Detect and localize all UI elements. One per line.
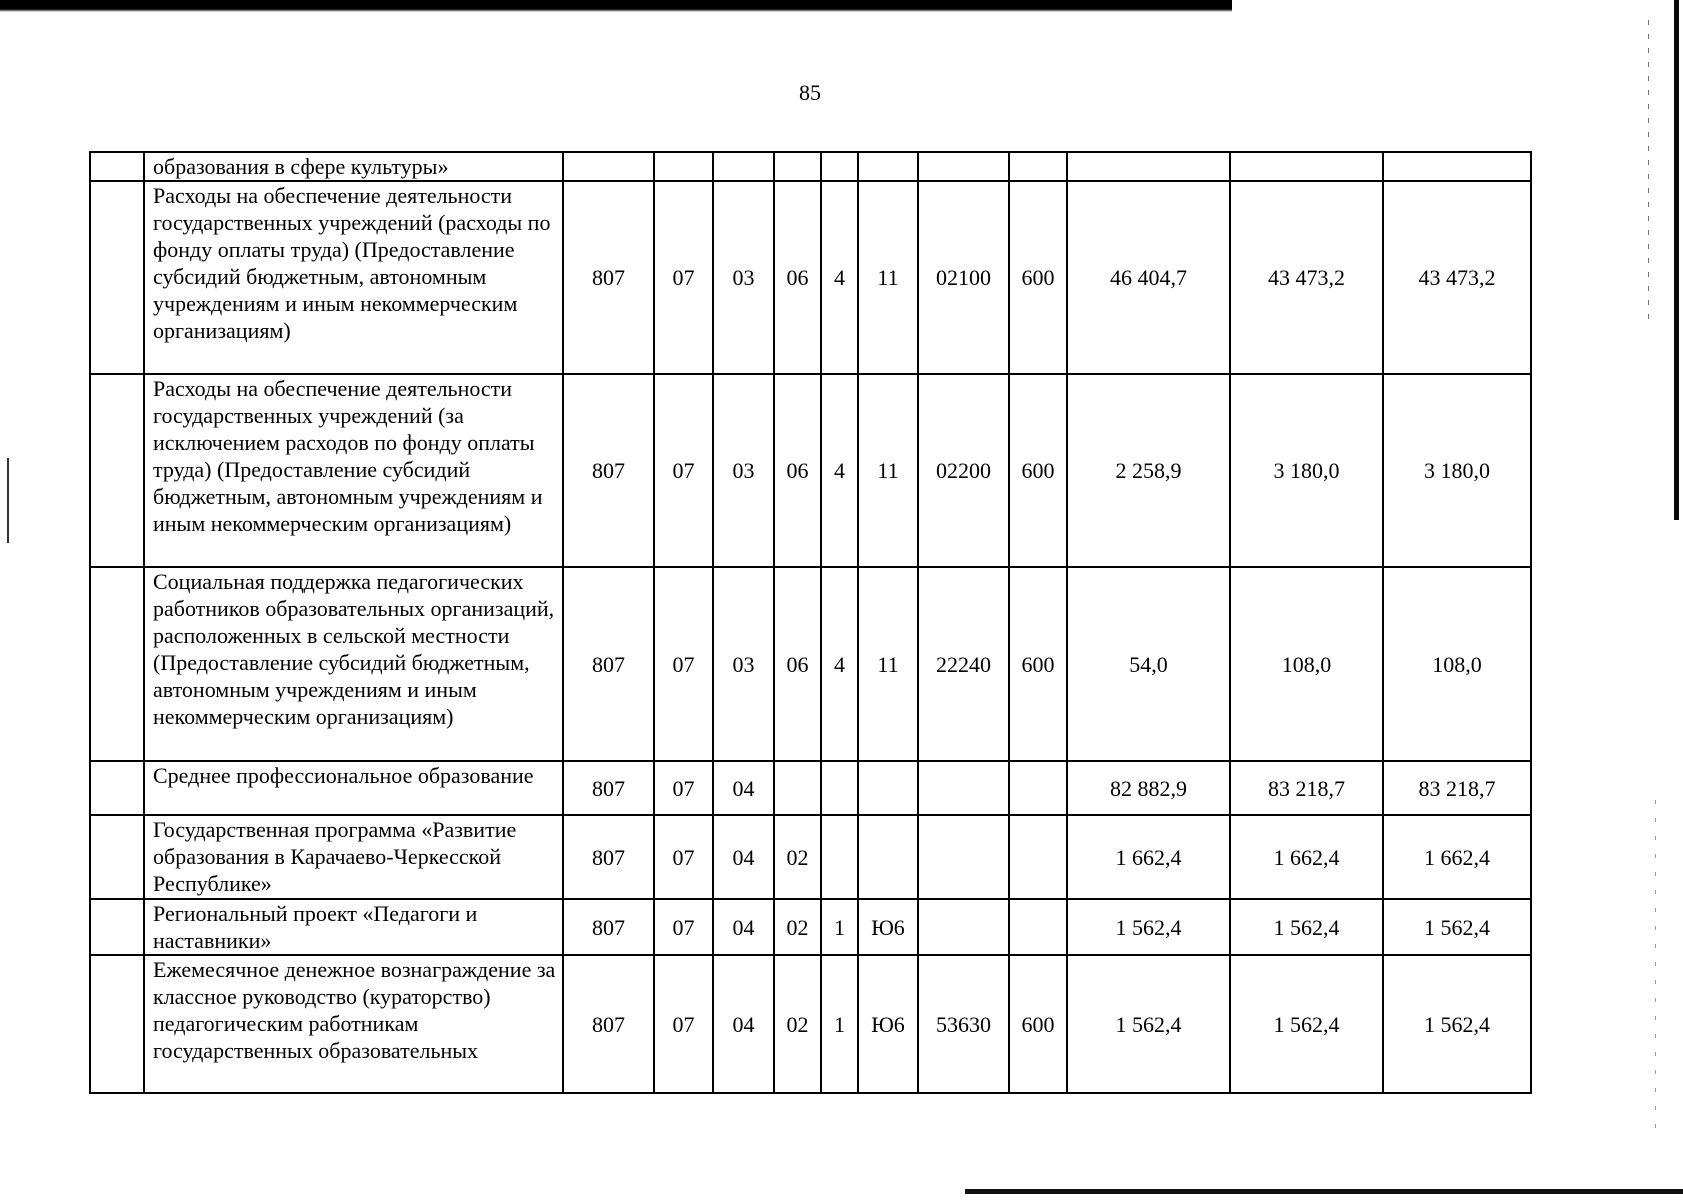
expense-type-cell — [1009, 815, 1067, 899]
sum-year1-cell: 1 562,4 — [1067, 955, 1230, 1093]
subsection-cell: 04 — [713, 899, 774, 955]
event-cell: Ю6 — [858, 899, 918, 955]
expense-type-cell: 600 — [1009, 374, 1067, 567]
expense-name-cell: Государственная программа «Развитие образования в Карачаево-Черкесской Республике» — [144, 815, 563, 899]
scan-border-bottom — [965, 1189, 1683, 1194]
sum-year1-cell: 46 404,7 — [1067, 181, 1230, 374]
table-row — [90, 567, 1531, 761]
row-number-cell — [90, 815, 144, 899]
direction-cell — [918, 152, 1009, 181]
sum-year2-cell: 1 662,4 — [1230, 815, 1383, 899]
program-cell — [774, 761, 821, 815]
sum-year2-cell: 3 180,0 — [1230, 374, 1383, 567]
section-cell: 07 — [654, 955, 713, 1093]
section-cell: 07 — [654, 374, 713, 567]
budget-table — [89, 151, 1532, 1094]
sum-year1-cell: 1 562,4 — [1067, 899, 1230, 955]
admin-code-cell: 807 — [563, 567, 654, 761]
sum-year2-cell: 1 562,4 — [1230, 955, 1383, 1093]
section-cell: 07 — [654, 815, 713, 899]
sum-year1-cell: 1 662,4 — [1067, 815, 1230, 899]
table-row — [90, 761, 1531, 815]
admin-code-cell: 807 — [563, 761, 654, 815]
row-number-cell — [90, 761, 144, 815]
admin-code-cell: 807 — [563, 815, 654, 899]
scan-border-top — [0, 0, 1232, 12]
direction-cell: 02100 — [918, 181, 1009, 374]
expense-type-cell: 600 — [1009, 955, 1067, 1093]
admin-code-cell: 807 — [563, 955, 654, 1093]
subsection-cell: 04 — [713, 761, 774, 815]
scan-edge-mark — [7, 458, 9, 543]
direction-cell — [918, 761, 1009, 815]
event-cell — [858, 761, 918, 815]
program-cell: 06 — [774, 181, 821, 374]
row-number-cell — [90, 567, 144, 761]
event-cell — [858, 152, 918, 181]
direction-cell — [918, 899, 1009, 955]
expense-type-cell: 600 — [1009, 567, 1067, 761]
subsection-cell: 03 — [713, 567, 774, 761]
sum-year2-cell: 43 473,2 — [1230, 181, 1383, 374]
program-cell — [774, 152, 821, 181]
subprogram-cell — [821, 152, 858, 181]
event-cell — [858, 815, 918, 899]
sum-year1-cell: 2 258,9 — [1067, 374, 1230, 567]
table-row — [90, 181, 1531, 374]
direction-cell: 22240 — [918, 567, 1009, 761]
section-cell — [654, 152, 713, 181]
sum-year2-cell: 108,0 — [1230, 567, 1383, 761]
subprogram-cell: 4 — [821, 567, 858, 761]
expense-type-cell — [1009, 899, 1067, 955]
expense-type-cell — [1009, 152, 1067, 181]
expense-name-cell: Расходы на обеспечение деятельности государственных учреждений (расходы по фонду оплаты труда) (Предоставление субсидий бюджетным, автономным учреждениям и иным некоммерческим организациям) — [144, 181, 563, 374]
direction-cell: 02200 — [918, 374, 1009, 567]
expense-type-cell — [1009, 761, 1067, 815]
sum-year1-cell: 82 882,9 — [1067, 761, 1230, 815]
subsection-cell: 04 — [713, 955, 774, 1093]
sum-year1-cell — [1067, 152, 1230, 181]
section-cell: 07 — [654, 567, 713, 761]
subsection-cell — [713, 152, 774, 181]
scan-edge-mark — [1674, 0, 1679, 520]
expense-name-cell: Расходы на обеспечение деятельности государственных учреждений (за исключением расходов по фонду оплаты труда) (Предоставление субсидий бюджетным, автономным учреждениям и иным некоммерческим организациям) — [144, 374, 563, 567]
section-cell: 07 — [654, 761, 713, 815]
sum-year3-cell: 108,0 — [1383, 567, 1531, 761]
expense-name-cell: Региональный проект «Педагоги и наставники» — [144, 899, 563, 955]
row-number-cell — [90, 152, 144, 181]
direction-cell — [918, 815, 1009, 899]
program-cell: 02 — [774, 899, 821, 955]
row-number-cell — [90, 955, 144, 1093]
program-cell: 06 — [774, 567, 821, 761]
admin-code-cell: 807 — [563, 181, 654, 374]
sum-year1-cell: 54,0 — [1067, 567, 1230, 761]
section-cell: 07 — [654, 899, 713, 955]
table-row — [90, 899, 1531, 955]
row-number-cell — [90, 899, 144, 955]
expense-name-cell: Ежемесячное денежное вознаграждение за классное руководство (кураторство) педагогическим работникам государственных образовательных — [144, 955, 563, 1093]
sum-year3-cell — [1383, 152, 1531, 181]
sum-year2-cell: 83 218,7 — [1230, 761, 1383, 815]
event-cell: 11 — [858, 374, 918, 567]
row-number-cell — [90, 181, 144, 374]
subsection-cell: 03 — [713, 181, 774, 374]
admin-code-cell — [563, 152, 654, 181]
expense-name-cell: Среднее профессиональное образование — [144, 761, 563, 815]
program-cell: 06 — [774, 374, 821, 567]
program-cell: 02 — [774, 815, 821, 899]
subprogram-cell: 1 — [821, 955, 858, 1093]
admin-code-cell: 807 — [563, 899, 654, 955]
event-cell: 11 — [858, 181, 918, 374]
sum-year3-cell: 1 562,4 — [1383, 899, 1531, 955]
subprogram-cell: 4 — [821, 374, 858, 567]
sum-year3-cell: 43 473,2 — [1383, 181, 1531, 374]
program-cell: 02 — [774, 955, 821, 1093]
subprogram-cell: 1 — [821, 899, 858, 955]
sum-year2-cell: 1 562,4 — [1230, 899, 1383, 955]
subprogram-cell — [821, 761, 858, 815]
subprogram-cell: 4 — [821, 181, 858, 374]
sum-year3-cell: 3 180,0 — [1383, 374, 1531, 567]
expense-name-cell: образования в сфере культуры» — [144, 152, 563, 181]
scan-edge-mark — [1655, 800, 1656, 1140]
sum-year3-cell: 1 662,4 — [1383, 815, 1531, 899]
table-row — [90, 152, 1531, 181]
table-row — [90, 374, 1531, 567]
table-row — [90, 815, 1531, 899]
table-row — [90, 955, 1531, 1093]
event-cell: 11 — [858, 567, 918, 761]
scan-edge-mark — [1648, 20, 1649, 320]
expense-name-cell: Социальная поддержка педагогических работников образовательных организаций, расположенных в сельской местности (Предоставление субсидий бюджетным, автономным учреждениям и иным некоммерческим организациям) — [144, 567, 563, 761]
sum-year2-cell — [1230, 152, 1383, 181]
event-cell: Ю6 — [858, 955, 918, 1093]
subprogram-cell — [821, 815, 858, 899]
page-number: 85 — [799, 80, 821, 105]
section-cell: 07 — [654, 181, 713, 374]
subsection-cell: 03 — [713, 374, 774, 567]
row-number-cell — [90, 374, 144, 567]
subsection-cell: 04 — [713, 815, 774, 899]
expense-type-cell: 600 — [1009, 181, 1067, 374]
admin-code-cell: 807 — [563, 374, 654, 567]
sum-year3-cell: 83 218,7 — [1383, 761, 1531, 815]
direction-cell: 53630 — [918, 955, 1009, 1093]
sum-year3-cell: 1 562,4 — [1383, 955, 1531, 1093]
